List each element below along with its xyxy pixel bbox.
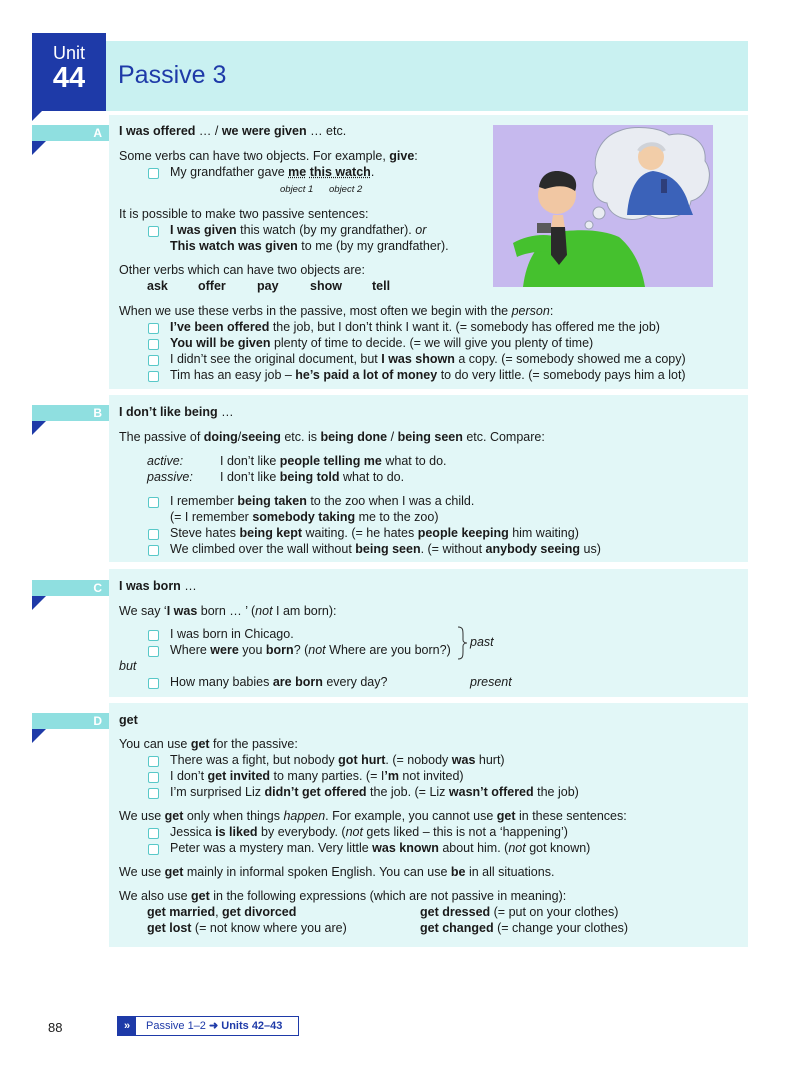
- section-a-para-4: When we use these verbs in the passive, most often we begin with the person:: [119, 304, 554, 318]
- expression-item: get lost (= not know where you are): [147, 921, 347, 935]
- bullet-icon: [148, 497, 159, 508]
- section-a-para-2: It is possible to make two passive sentences:: [119, 207, 369, 221]
- section-c-heading: I was born …: [119, 579, 197, 593]
- example-line: I was born in Chicago.: [170, 627, 294, 642]
- bullet-icon: [148, 630, 159, 641]
- cross-reference-text: Passive 1–2 ➜ Units 42–43: [146, 1020, 283, 1032]
- expression-item: get changed (= change your clothes): [420, 921, 629, 935]
- active-example: I don’t like people telling me what to do.: [220, 454, 447, 468]
- expression-item: get dressed (= put on your clothes): [420, 905, 619, 919]
- bullet-icon: [148, 355, 159, 366]
- cross-reference-link[interactable]: [117, 1016, 299, 1036]
- section-d-para-4: We also use get in the following expressions (which are not passive in meaning):: [119, 889, 567, 903]
- example-line: My grandfather gave me this watch.: [170, 165, 374, 180]
- verb-item: show: [310, 279, 342, 293]
- verb-item: pay: [257, 279, 279, 293]
- example-line: Jessica is liked by everybody. (not gets liked – this is not a ‘happening’): [170, 825, 568, 840]
- example-line: I don’t get invited to many parties. (= I’m not invited): [170, 769, 464, 784]
- section-b-para-1: The passive of doing/seeing etc. is being done / being seen etc. Compare:: [119, 430, 545, 444]
- section-c-corner: [32, 596, 46, 610]
- section-a-para-3: Other verbs which can have two objects are:: [119, 263, 365, 277]
- past-label: past: [470, 635, 494, 649]
- passive-label: passive:: [147, 470, 193, 484]
- but-label: but: [119, 659, 137, 673]
- section-d-heading: get: [119, 713, 138, 727]
- verb-item: offer: [198, 279, 226, 293]
- bullet-icon: [148, 323, 159, 334]
- section-label-d: D: [32, 713, 109, 729]
- section-d-para-2: We use get only when things happen. For example, you cannot use get in these sentences:: [119, 809, 627, 823]
- passive-example: I don’t like being told what to do.: [220, 470, 405, 484]
- object-2-label: object 2: [329, 184, 363, 195]
- bullet-icon: [148, 545, 159, 556]
- bullet-icon: [148, 772, 159, 783]
- section-a-para-1: Some verbs can have two objects. For example, give:: [119, 149, 418, 163]
- verb-item: ask: [147, 279, 168, 293]
- object-1-label: object 1: [280, 184, 314, 195]
- section-label-c: C: [32, 580, 109, 596]
- unit-badge-corner: [32, 111, 42, 121]
- verb-item: tell: [372, 279, 391, 293]
- section-d-para-3: We use get mainly in informal spoken English. You can use be in all situations.: [119, 865, 555, 879]
- bullet-icon: [148, 371, 159, 382]
- example-line: We climbed over the wall without being seen. (= without anybody seeing us): [170, 542, 601, 557]
- illustration-man-remembering-grandfather: [493, 125, 713, 287]
- page-title: Passive 3: [118, 61, 227, 89]
- bullet-icon: [148, 529, 159, 540]
- bullet-icon: [148, 168, 159, 179]
- unit-badge: [32, 33, 106, 111]
- example-line: Tim has an easy job – he’s paid a lot of money to do very little. (= somebody pays him a lot): [170, 368, 686, 383]
- example-line: I’ve been offered the job, but I don’t think I want it. (= somebody has offered me the job): [170, 320, 660, 335]
- section-label-b: B: [32, 405, 109, 421]
- example-line-continued: (= I remember somebody taking me to the zoo): [170, 510, 439, 524]
- example-line: Steve hates being kept waiting. (= he hates people keeping him waiting): [170, 526, 579, 541]
- active-label: active:: [147, 454, 184, 468]
- double-chevron-icon: »: [118, 1017, 136, 1035]
- expression-item: get married, get divorced: [147, 905, 297, 919]
- bullet-icon: [148, 339, 159, 350]
- example-line-continued: This watch was given to me (by my grandfather).: [170, 239, 449, 253]
- example-line: I didn’t see the original document, but I was shown a copy. (= somebody showed me a copy): [170, 352, 686, 367]
- example-line: There was a fight, but nobody got hurt. (= nobody was hurt): [170, 753, 505, 768]
- section-d-para-1: You can use get for the passive:: [119, 737, 298, 751]
- title-bar: [106, 41, 748, 111]
- bullet-icon: [148, 844, 159, 855]
- bullet-icon: [148, 788, 159, 799]
- bullet-icon: [148, 828, 159, 839]
- example-line: I was given this watch (by my grandfather). or: [170, 223, 426, 238]
- example-line: You will be given plenty of time to decide. (= we will give you plenty of time): [170, 336, 593, 351]
- bullet-icon: [148, 646, 159, 657]
- section-b-corner: [32, 421, 46, 435]
- bullet-icon: [148, 678, 159, 689]
- page-number: 88: [48, 1020, 63, 1035]
- section-a-heading: I was offered … / we were given … etc.: [119, 124, 347, 138]
- section-d-corner: [32, 729, 46, 743]
- bullet-icon: [148, 226, 159, 237]
- unit-word: Unit: [52, 43, 85, 63]
- example-line: Where were you born? (not Where are you born?): [170, 643, 451, 658]
- brace-icon: [456, 626, 468, 660]
- bullet-icon: [148, 756, 159, 767]
- section-a-corner: [32, 141, 46, 155]
- section-c-para-1: We say ‘I was born … ’ (not I am born):: [119, 604, 337, 618]
- section-label-a: A: [32, 125, 109, 141]
- example-line: Peter was a mystery man. Very little was known about him. (not got known): [170, 841, 590, 856]
- example-line: I remember being taken to the zoo when I was a child.: [170, 494, 474, 509]
- unit-number: 44: [52, 62, 86, 94]
- section-b-heading: I don’t like being …: [119, 405, 234, 419]
- example-line: I’m surprised Liz didn’t get offered the job. (= Liz wasn’t offered the job): [170, 785, 579, 800]
- present-label: present: [470, 675, 512, 689]
- example-line: How many babies are born every day?: [170, 675, 387, 690]
